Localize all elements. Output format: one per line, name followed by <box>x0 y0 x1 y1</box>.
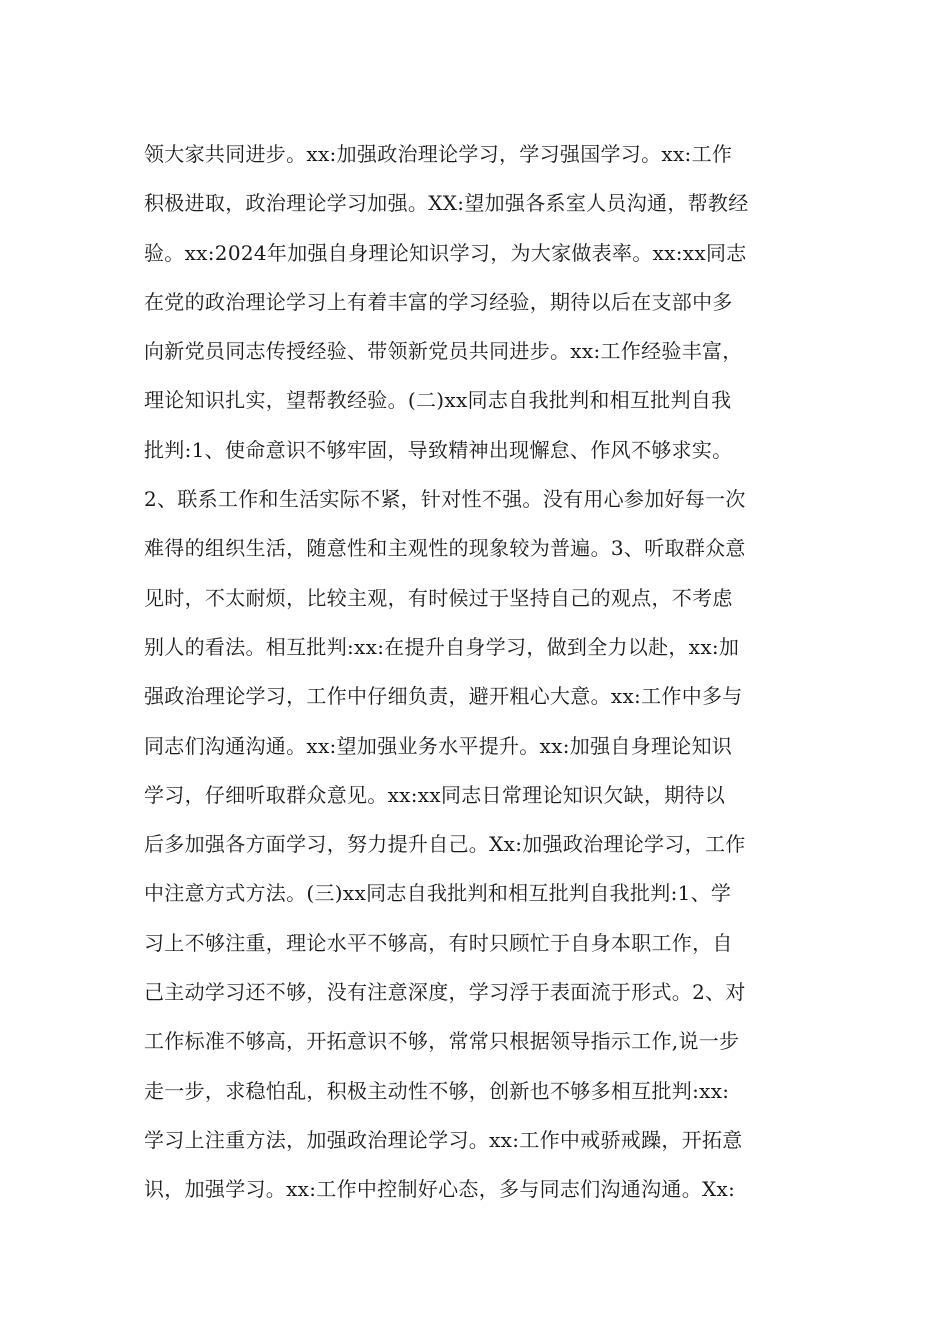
text-line: 同志们沟通沟通。xx:望加强业务水平提升。xx:加强自身理论知识 <box>144 733 733 758</box>
text-line: 在党的政治理论学习上有着丰富的学习经验，期待以后在支部中多 <box>144 289 733 314</box>
text-line: 领大家共同进步。xx:加强政治理论学习，学习强国学习。xx:工作 <box>144 142 733 166</box>
text-line: 批判:1、使命意识不够牢固，导致精神出现懈怠、作风不够求实。 <box>144 437 733 462</box>
text-line: 向新党员同志传授经验、带领新党员共同进步。xx:工作经验丰富， <box>144 339 743 364</box>
text-line: 强政治理论学习，工作中仔细负责，避开粗心大意。xx:工作中多与 <box>144 684 743 709</box>
text-line: 识，加强学习。xx:工作中控制好心态，多与同志们沟通沟通。Xx: <box>144 1177 736 1202</box>
text-line: 学习上注重方法，加强政治理论学习。xx:工作中戒骄戒躁，开拓意 <box>144 1127 743 1152</box>
text-line: 学习，仔细听取群众意见。xx:xx同志日常理论知识欠缺，期待以 <box>144 782 726 807</box>
text-line: 别人的看法。相互批判:xx:在提升自身学习，做到全力以赴，xx:加 <box>144 634 740 659</box>
text-line: 己主动学习还不够，没有注意深度，学习浮于表面流于形式。2、对 <box>144 980 746 1005</box>
text-line: 积极进取，政治理论学习加强。XX:望加强各系室人员沟通，帮教经 <box>144 191 749 216</box>
text-line: 难得的组织生活，随意性和主观性的现象较为普遍。3、听取群众意 <box>144 536 746 561</box>
text-line: 后多加强各方面学习，努力提升自己。Xx:加强政治理论学习，工作 <box>144 832 746 857</box>
text-line: 验。xx:2024年加强自身理论知识学习，为大家做表率。xx:xx同志 <box>144 240 747 265</box>
document-body <box>144 130 844 1215</box>
text-line: 工作标准不够高，开拓意识不够，常常只根据领导指示工作,说一步 <box>144 1029 740 1054</box>
text-line: 见时，不太耐烦，比较主观，有时候过于坚持自己的观点，不考虑 <box>144 585 733 610</box>
text-line: 理论知识扎实，望帮教经验。(二)xx同志自我批判和相互批判自我 <box>144 388 732 413</box>
text-line: 中注意方式方法。(三)xx同志自我批判和相互批判自我批判:1、学 <box>144 881 732 906</box>
text-line: 走一步，求稳怕乱，积极主动性不够，创新也不够多相互批判:xx: <box>144 1078 730 1103</box>
text-line: 2、联系工作和生活实际不紧，针对性不强。没有用心参加好每一次 <box>144 487 746 512</box>
text-line: 习上不够注重，理论水平不够高，有时只顾忙于自身本职工作，自 <box>144 930 733 955</box>
